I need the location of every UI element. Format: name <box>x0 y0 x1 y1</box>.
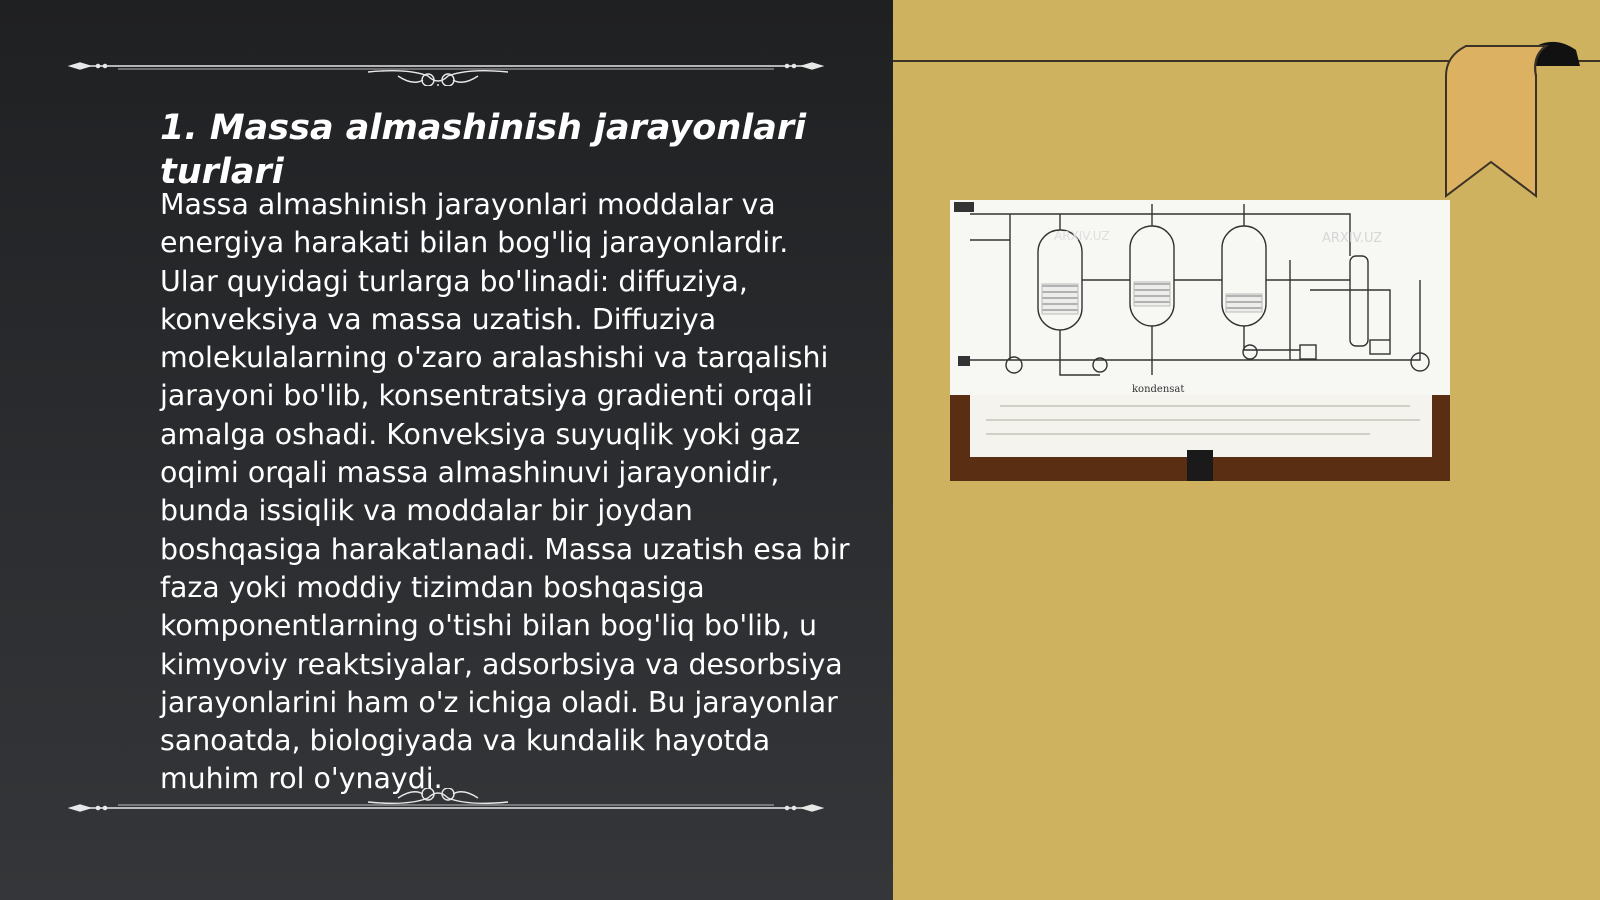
process-diagram-image <box>950 200 1450 481</box>
slide-title: 1. Massa almashinish jarayonlari turlari <box>160 108 807 192</box>
ornament-divider-top <box>68 46 824 86</box>
slide-body-text: Massa almashinish jarayonlari moddalar va energiya harakati bilan bog'liq jarayonlardir. Ular quyidagi turlarga bo'linadi: diffuziya, konveksiya va massa uzatish. Diffuziya molekulalarning o'zaro aralashishi va tarqalishi jarayoni bo'lib, konsentratsiya gradienti orqali amalga oshadi. Konveksiya suyuqlik yoki gaz oqimi orqali massa almashinuvi jarayonidir, bunda issiqlik va moddalar bir joydan boshqasiga harakatlanadi. Massa uzatish esa bir faza yoki moddiy tizimdan boshqasiga komponentlarning o'tishi bilan bog'liq bo'lib, u kimyoviy reaktsiyalar, adsorbsiya va desorbsiya jarayonlarini ham o'z ichiga oladi. Bu jarayonlar sanoatda, biologiyada va kundalik hayotda muhim rol o'ynaydi. <box>160 188 850 796</box>
diagram-label: kondensat <box>1132 384 1185 395</box>
bookmark-ribbon-icon <box>1436 36 1596 200</box>
watermark-text: ARXIV.UZ <box>1322 231 1383 246</box>
svg-text:ARXIV.UZ: ARXIV.UZ <box>1054 229 1110 243</box>
